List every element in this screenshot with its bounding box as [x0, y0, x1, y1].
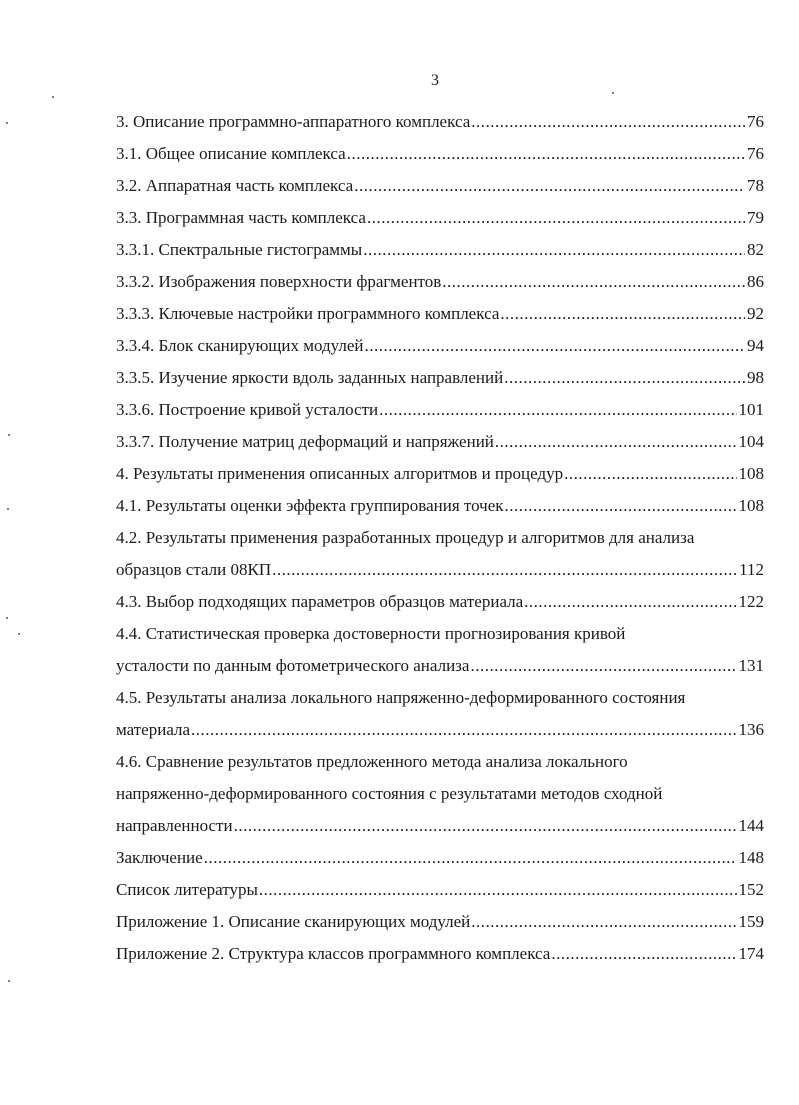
toc-entry [116, 746, 764, 842]
toc-entry-row [116, 458, 764, 490]
toc-entry-page: 112 [739, 560, 764, 579]
toc-entry-title: 3.3.1. Спектральные гистограммы [116, 240, 363, 259]
toc-entry-title: 3.3.4. Блок сканирующих модулей [116, 336, 364, 355]
toc-entry-page: 136 [738, 720, 764, 739]
toc-entry-page: 82 [747, 240, 764, 259]
toc-entry [116, 682, 764, 746]
dot-leader [551, 938, 736, 970]
toc-entry [116, 298, 764, 330]
toc-entry-row [116, 490, 764, 522]
toc-entry-row [116, 138, 764, 170]
toc-entry-page: 104 [738, 432, 764, 451]
toc-entry-title: 4. Результаты применения описанных алгоритмов и процедур [116, 464, 564, 483]
toc-entry-page: 86 [747, 272, 764, 291]
dot-leader [495, 426, 737, 458]
toc-entry-row [116, 394, 764, 426]
toc-entry-page: 79 [747, 208, 764, 227]
toc-entry [116, 170, 764, 202]
toc-entry-page: 144 [738, 816, 764, 835]
toc-entry-title: 3.3. Программная часть комплекса [116, 208, 366, 227]
toc-entry-title: Заключение [116, 848, 203, 867]
toc-entry [116, 266, 764, 298]
toc-entry [116, 586, 764, 618]
toc-entry-title: 3.3.3. Ключевые настройки программного комплекса [116, 304, 500, 323]
toc-entry-page: 94 [747, 336, 764, 355]
toc-entry-row [116, 714, 764, 746]
toc-entry [116, 874, 764, 906]
dot-leader [204, 842, 737, 874]
toc-entry [116, 458, 764, 490]
scan-speck [6, 122, 8, 124]
toc-entry-page: 148 [738, 848, 764, 867]
toc-entry-row [116, 874, 764, 906]
toc-entry-row [116, 266, 764, 298]
dot-leader [234, 810, 737, 842]
toc-entry-row [116, 650, 764, 682]
scan-speck [8, 434, 10, 436]
toc-entry [116, 330, 764, 362]
toc-entry [116, 394, 764, 426]
toc-entry-page: 92 [747, 304, 764, 323]
toc-entry [116, 202, 764, 234]
dot-leader [379, 394, 736, 426]
toc-entry-row [116, 938, 764, 970]
toc-entry-row [116, 298, 764, 330]
toc-entry-page: 101 [738, 400, 764, 419]
toc-entry-row [116, 234, 764, 266]
toc-entry-row [116, 810, 764, 842]
scan-speck [8, 980, 10, 982]
toc-entry-row [116, 362, 764, 394]
toc-entry-row [116, 906, 764, 938]
toc-entry-title: 3.3.2. Изображения поверхности фрагментов [116, 272, 442, 291]
toc-entry-row [116, 106, 764, 138]
toc-entry [116, 618, 764, 682]
toc-entry-title: усталости по данным фотометрического анализа [116, 656, 470, 675]
toc-entry-title-line: 4.4. Статистическая проверка достоверности прогнозирования кривой [116, 624, 626, 643]
toc-entry [116, 234, 764, 266]
dot-leader [442, 266, 745, 298]
toc-entry-page: 76 [747, 112, 764, 131]
toc-entry-row [116, 170, 764, 202]
scan-speck [612, 92, 614, 94]
dot-leader [524, 586, 736, 618]
toc-entry-page: 122 [738, 592, 764, 611]
toc-entry-row [116, 554, 764, 586]
toc-entry [116, 906, 764, 938]
toc-entry-title-line: напряженно-деформированного состояния с результатами методов сходной [116, 784, 663, 803]
toc-entry-title: 4.3. Выбор подходящих параметров образцов материала [116, 592, 524, 611]
dot-leader [191, 714, 736, 746]
toc-entry-page: 76 [747, 144, 764, 163]
toc-entry-title-line: 4.2. Результаты применения разработанных процедур и алгоритмов для анализа [116, 528, 695, 547]
toc-entry-page: 98 [747, 368, 764, 387]
toc-entry [116, 362, 764, 394]
dot-leader [354, 170, 745, 202]
toc-entry [116, 522, 764, 586]
dot-leader [272, 554, 737, 586]
scan-speck [6, 617, 8, 619]
dot-leader [347, 138, 745, 170]
toc-entry-title: 3.3.5. Изучение яркости вдоль заданных направлений [116, 368, 504, 387]
toc-entry-page: 159 [738, 912, 764, 931]
toc-entry-title: Приложение 1. Описание сканирующих модулей [116, 912, 471, 931]
toc-entry-page: 131 [738, 656, 764, 675]
toc-entry-title: Приложение 2. Структура классов программного комплекса [116, 944, 551, 963]
toc-entry [116, 426, 764, 458]
scan-speck [18, 633, 20, 635]
scan-speck [7, 508, 9, 510]
toc-entry [116, 490, 764, 522]
toc-entry-title: 3.3.7. Получение матриц деформаций и напряжений [116, 432, 494, 451]
toc-entry-title: 4.1. Результаты оценки эффекта группирования точек [116, 496, 504, 515]
dot-leader [504, 362, 745, 394]
toc-entry [116, 138, 764, 170]
toc-entry-title: материала [116, 720, 191, 739]
toc-entry-title: 3.3.6. Построение кривой усталости [116, 400, 379, 419]
dot-leader [259, 874, 737, 906]
dot-leader [365, 330, 745, 362]
toc-entry [116, 842, 764, 874]
toc-entry [116, 938, 764, 970]
toc-entry-row [116, 202, 764, 234]
toc-entry-row [116, 426, 764, 458]
toc-entry-title: образцов стали 08КП [116, 560, 272, 579]
scan-speck [52, 96, 54, 98]
toc-entry-page: 108 [738, 464, 764, 483]
toc-entry-page: 152 [738, 880, 764, 899]
toc-entry-title-line: 4.6. Сравнение результатов предложенного метода анализа локального [116, 752, 628, 771]
toc-entry-row [116, 842, 764, 874]
toc-entry-page: 174 [738, 944, 764, 963]
toc-entry-row [116, 330, 764, 362]
dot-leader [500, 298, 745, 330]
table-of-contents [116, 106, 764, 970]
toc-entry-title: Список литературы [116, 880, 258, 899]
dot-leader [564, 458, 736, 490]
toc-entry-title: 3. Описание программно-аппаратного комплекса [116, 112, 471, 131]
toc-entry-title: направленности [116, 816, 233, 835]
dot-leader [363, 234, 745, 266]
toc-entry-row [116, 586, 764, 618]
dot-leader [471, 106, 745, 138]
page-number: 3 [431, 72, 439, 89]
toc-entry-title: 3.2. Аппаратная часть комплекса [116, 176, 354, 195]
toc-entry [116, 106, 764, 138]
dot-leader [367, 202, 745, 234]
dot-leader [505, 490, 737, 522]
dot-leader [470, 650, 736, 682]
toc-entry-page: 78 [747, 176, 764, 195]
toc-entry-title: 3.1. Общее описание комплекса [116, 144, 346, 163]
toc-entry-title-line: 4.5. Результаты анализа локального напряженно-деформированного состояния [116, 688, 686, 707]
toc-entry-page: 108 [738, 496, 764, 515]
dot-leader [471, 906, 736, 938]
